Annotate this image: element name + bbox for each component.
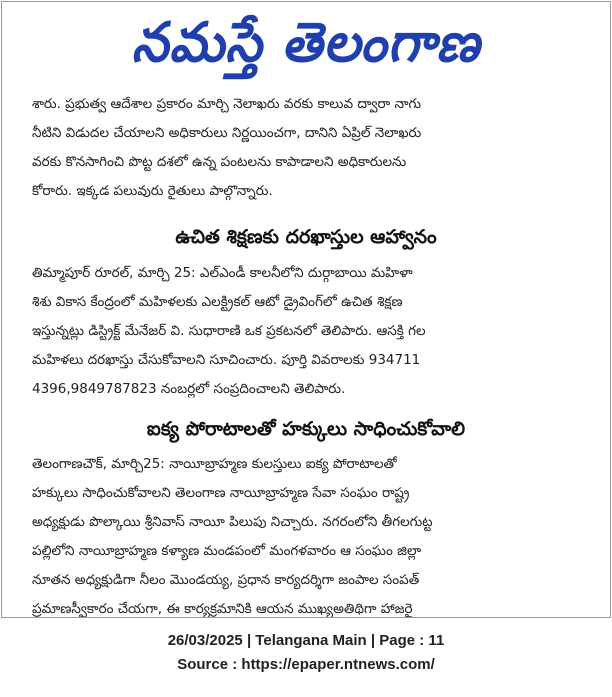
article-line: ఇస్తున్నట్లు డిస్ట్రిక్ట్ మేనేజర్ వి. సుధారాణి ఒక ప్రకటనలో తెలిపారు. ఆసక్తి గల: [32, 323, 426, 339]
article-line: హక్కులు సాధించుకోవాలని తెలంగాణ నాయీబ్రాహ్మణ సేవా సంఘం రాష్ట్ర: [32, 485, 410, 501]
article-line: 4396,9849787823 నంబర్లలో సంప్రదించాలని తెలిపారు.: [32, 381, 346, 397]
clipping-frame: [1, 1, 611, 618]
article-1-body: [32, 90, 580, 206]
article-2-headline: ఉచిత శిక్షణకు దరఖాస్తుల ఆహ్వానం: [175, 226, 437, 248]
article-3-body: [32, 450, 580, 618]
article-2-body: [32, 259, 580, 404]
article-line: నీటిని విడుదల చేయాలని అధికారులు నిర్ణయించగా, దానిని ఏప్రిల్ నెలాఖరు: [32, 125, 422, 141]
edition-info: 26/03/2025 | Telangana Main | Page : 11: [167, 632, 445, 649]
article-line: మహిళలు దరఖాస్తు చేసుకోవాలని సూచించారు. పూర్తి వివరాలకు 934711: [32, 352, 421, 368]
newspaper-masthead: నమస్తే తెలంగాణ: [131, 10, 481, 75]
article-3-headline: ఐక్య పోరాటాలతో హక్కులు సాధించుకోవాలి: [146, 418, 466, 440]
article-line: కోరారు. ఇక్కడ పలువురు రైతులు పాల్గొన్నారు.: [32, 183, 273, 199]
article-line: వరకు కొనసాగించి పొట్ట దశలో ఉన్న పంటలను కాపాడాలని అధికారులను: [32, 154, 407, 170]
article-line: శిశు వికాస కేంద్రంలో మహిళలకు ఎలక్ట్రికల్ ఆటో డ్రైవింగ్‌లో ఉచిత శిక్షణ: [32, 294, 403, 310]
source-link[interactable]: Source : https://epaper.ntnews.com/: [177, 656, 435, 673]
article-line: తెలంగాణచౌక్, మార్చి25: నాయీబ్రాహ్మణ కులస్తులు ఐక్య పోరాటాలతో: [32, 456, 397, 472]
article-line: తిమ్మాపూర్ రూరల్, మార్చి 25: ఎల్ఎండీ కాలనీలోని దుర్గాబాయి మహిళా: [32, 265, 413, 281]
article-line: శారు. ప్రభుత్వ ఆదేశాల ప్రకారం మార్చి నెలాఖరు వరకు కాలువ ద్వారా నాగు: [32, 96, 422, 112]
article-line: నూతన అధ్యక్షుడిగా నీలం మొండయ్య, ప్రధాన కార్యదర్శిగా జంపాల సంపత్: [32, 572, 420, 588]
article-line: ప్రమాణస్వీకారం చేయగా, ఈ కార్యక్రమానికి ఆయన ముఖ్యఅతిథిగా హాజరై: [32, 601, 413, 617]
article-line: పల్లిలోని నాయీబ్రాహ్మణ కళ్యాణ మండపంలో మంగళవారం ఆ సంఘం జిల్లా: [32, 543, 422, 559]
article-line: అధ్యక్షుడు పొల్కాయి శ్రీనివాస్ నాయీ పిలుపు నిచ్చారు. నగరంలోని తీగలగుట్ట: [32, 514, 433, 530]
